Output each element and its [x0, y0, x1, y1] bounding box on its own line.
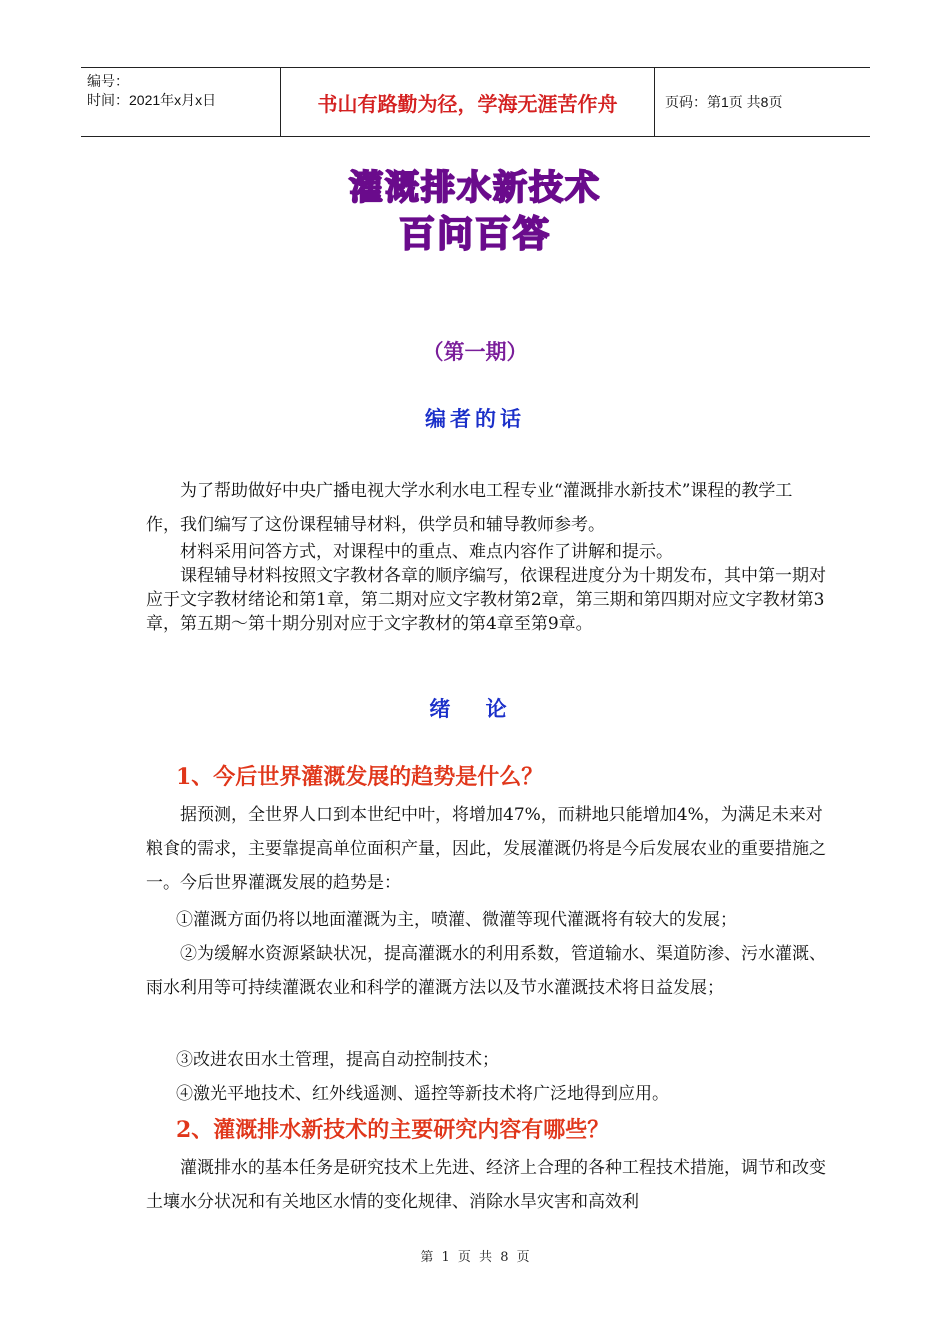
intro-paragraph-2: 材料采用问答方式，对课程中的重点、难点内容作了讲解和提示。: [180, 542, 673, 562]
issue-label: （第一期）: [422, 339, 528, 364]
time-label: 时间：2021年x月x日: [87, 92, 217, 108]
number-label: 编号：: [87, 73, 129, 89]
document-title-line2: 百问百答: [398, 214, 551, 255]
document-title-line1: 灌溉排水新技术: [349, 168, 601, 208]
header-page-info: 页码：第1页 共8页: [665, 94, 783, 110]
question-2-body: 灌溉排水的基本任务是研究技术上先进、经济上合理的各种工程技术措施，调节和改变土壤水分状况和有关地区水情的变化规律、消除水旱灾害和高效利: [146, 1158, 826, 1212]
editor-heading: 编者的话: [425, 406, 525, 431]
intro-paragraph-1: 为了帮助做好中央广播电视大学水利水电工程专业“灌溉排水新技术”课程的教学工作，我们编写了这份课程辅导材料，供学员和辅导教师参考。: [146, 481, 793, 535]
header-motto: 书山有路勤为径，学海无涯苦作舟: [281, 68, 655, 136]
question-1-title: 1、今后世界灌溉发展的趋势是什么？: [176, 764, 544, 790]
page-footer: 第 1 页 共 8 页: [420, 1250, 530, 1265]
list-item: ④激光平地技术、红外线遥测、遥控等新技术将广泛地得到应用。: [176, 1084, 669, 1104]
question-2-title: 2、灌溉排水新技术的主要研究内容有哪些？: [176, 1117, 610, 1143]
page-header: [81, 67, 870, 137]
section-heading: 绪 论: [429, 696, 521, 721]
list-item: ③改进农田水土管理，提高自动控制技术；: [176, 1050, 499, 1070]
question-1-body: 据预测，全世界人口到本世纪中叶，将增加47%，而耕地只能增加4%，为满足未来对粮食的需求，主要靠提高单位面积产量，因此，发展灌溉仍将是今后发展农业的重要措施之一。今后世界灌溉发展的趋势是：: [146, 805, 826, 893]
header-meta: [81, 68, 281, 136]
list-item: ①灌溉方面仍将以地面灌溉为主，喷灌、微灌等现代灌溉将有较大的发展；: [176, 910, 737, 930]
list-item: ②为缓解水资源紧缺状况，提高灌溉水的利用系数，管道输水、渠道防渗、污水灌溉、雨水利用等可持续灌溉农业和科学的灌溉方法以及节水灌溉技术将日益发展；: [146, 944, 826, 998]
intro-paragraph-3: 课程辅导材料按照文字教材各章的顺序编写，依课程进度分为十期发布，其中第一期对应于文字教材绪论和第1章，第二期对应文字教材第2章，第三期和第四期对应文字教材第3章，第五期～第十期分别对应于文字教材的第4章至第9章。: [146, 566, 826, 634]
